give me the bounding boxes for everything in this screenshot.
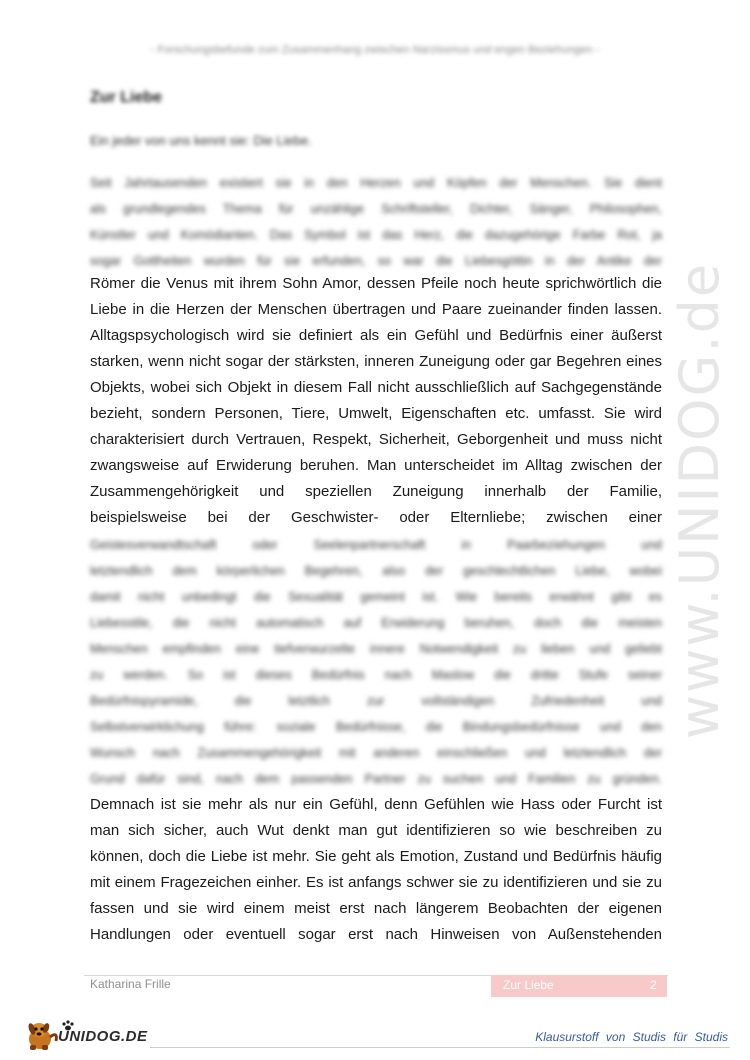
text-line: Wunsch nach Zusammengehörigkeit mit anderen einschließen und letztendlich der	[90, 746, 662, 760]
footer-author: Katharina Frille	[90, 977, 171, 991]
text-line: zwangsweise auf Erwiderung beruhen. Man unterscheidet im Alltag zwischen der	[90, 457, 662, 474]
text-line: Selbstverwirklichung führe: soziale Bedürfnisse, die Bindungsbedürfnisse und den	[90, 720, 662, 734]
text-line: Seit Jahrtausenden existiert sie in den Herzen und Köpfen der Menschen. Sie dient	[90, 176, 662, 190]
text-line: mit einem Fragezeichen einher. Es ist anfangs schwer sie zu identifizieren und sie zu	[90, 874, 662, 891]
text-line: zu werden. So ist dieses Bedürfnis nach Maslow die dritte Stufe seiner	[90, 668, 662, 682]
text-line: charakterisiert durch Vertrauen, Respekt, Sicherheit, Geborgenheit und muss nicht	[90, 431, 662, 448]
text-line: damit nicht unbedingt die Sexualität gemeint ist. Wie bereits erwähnt gibt es	[90, 590, 662, 604]
clear-paragraph-bottom	[90, 792, 662, 948]
page-number: 2	[650, 978, 657, 992]
intro-sentence: Ein jeder von uns kennt sie: Die Liebe.	[90, 133, 312, 148]
text-line: fassen und sie wird einem meist erst nach längerem Beobachten der eigenen	[90, 900, 662, 917]
clear-paragraph-middle	[90, 271, 662, 531]
blurred-paragraph-top	[90, 170, 662, 274]
text-line: Objekts, wobei sich Objekt in diesem Fall nicht ausschließlich auf Sachgegenstände	[90, 379, 662, 396]
text-line: Grund dafür sind, nach dem passenden Partner zu suchen und Familien zu gründen.	[90, 772, 662, 786]
text-line: Demnach ist sie mehr als nur ein Gefühl, denn Gefühlen wie Hass oder Furcht ist	[90, 796, 662, 813]
tagline: Klausurstoff von Studis für Studis	[535, 1030, 728, 1044]
text-line: Bedürfnispyramide, die letztlich zur vollständigen Zufriedenheit und	[90, 694, 662, 708]
text-line: letztendlich dem körperlichen Begehren, also der geschlechtlichen Liebe, wobei	[90, 564, 662, 578]
watermark	[668, 260, 732, 740]
footer-section-title: Zur Liebe	[503, 978, 554, 992]
text-line: Liebesstile, die nicht automatisch auf Erwiderung beruhen, doch die meisten	[90, 616, 662, 630]
logo-text: UNIDOG.DE	[58, 1028, 148, 1045]
text-line: sogar Gottheiten wurden für sie erfunden, so war die Liebesgöttin in der Antike der	[90, 254, 662, 268]
text-line: Alltagspsychologisch wird sie definiert als ein Gefühl und Bedürfnis einer äußerst	[90, 327, 662, 344]
watermark-text: www.UNIDOG.de	[668, 261, 732, 739]
running-header: - Forschungsbefunde zum Zusammenhang zwischen Narzissmus und engen Beziehungen -	[150, 44, 600, 56]
text-line: können, doch die Liebe ist mehr. Sie geht als Emotion, Zustand und Bedürfnis häufig	[90, 848, 662, 865]
section-heading: Zur Liebe	[90, 89, 163, 106]
text-line: als grundlegendes Thema für unzählige Schriftsteller, Dichter, Sänger, Philosophen,	[90, 202, 662, 216]
text-line: bezieht, sondern Personen, Tiere, Umwelt, Eigenschaften etc. umfasst. Sie wird	[90, 405, 662, 422]
blurred-paragraph-middle	[90, 532, 662, 792]
text-line: man sich sicher, auch Wut denkt man gut identifizieren so wie beschreiben zu	[90, 822, 662, 839]
text-line: Handlungen oder eventuell sogar erst nach Hinweisen von Außenstehenden	[90, 926, 662, 943]
text-line: Zusammengehörigkeit und speziellen Zuneigung innerhalb der Familie,	[90, 483, 662, 500]
text-line: Menschen empfinden eine tiefverwurzelte innere Notwendigkeit zu lieben und geliebt	[90, 642, 662, 656]
text-line: starken, wenn nicht sogar der stärksten, inneren Zuneigung oder gar Begehren eines	[90, 353, 662, 370]
bottom-divider	[150, 1047, 730, 1048]
text-line: Liebe in die Herzen der Menschen übertragen und Paare zueinander finden lassen.	[90, 301, 662, 318]
text-line: beispielsweise bei der Geschwister- oder Elternliebe; zwischen einer	[90, 509, 662, 526]
text-line: Geistesverwandtschaft oder Seelenpartnerschaft in Paarbeziehungen und	[90, 538, 662, 552]
text-line: Römer die Venus mit ihrem Sohn Amor, dessen Pfeile noch heute sprichwörtlich die	[90, 275, 662, 292]
text-line: Künstler und Komödianten. Das Symbol ist das Herz, die dazugehörige Farbe Rot, ja	[90, 228, 662, 242]
